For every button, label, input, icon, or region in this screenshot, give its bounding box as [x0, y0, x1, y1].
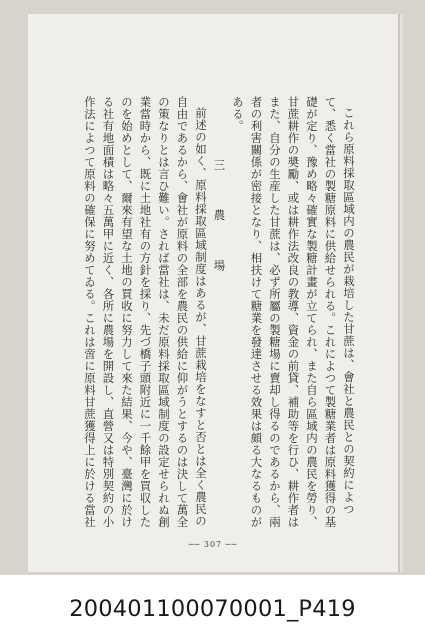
image-caption: 200401100070001_P419: [69, 596, 356, 622]
paragraph: これら原料採取區域内の農民が栽培した甘蔗は、會社と農民との契約によつて、悉く當社の製糖原料に供給せられる。これによつて製糖業者は原料獲得の基礎が定り、豫め略々確實な製糖計畫が立てられ、また自ら區域内の農民を勞り、甘蔗耕作の奬勵、或は耕作法改良の教導、資金の前貸、補助等を行ひ、耕作者はまた、自分の生産した甘蔗は、必ず所屬の製糖場に賣却し得るのであるから、兩者の利害關係が密接となり、相扶けて糖業を發達させる效果は頗る大なるものがある。: [231, 96, 356, 528]
section-heading: 三 農 場: [212, 158, 227, 285]
page-number: ── 307 ──: [188, 540, 238, 549]
book-page: [28, 14, 398, 572]
paragraph: 前述の如く、原料採取區域制度はあるが、甘蔗栽培をなすと否とは全く農民の自由であるから、會社が原料の全部を農民の供給に仰がうとするのは決して萬全の策なりとは言ひ難い。されば當社は、未だ原料採取區域制度の設定せられぬ創業當時から、既に土地社有の方針を採り、先づ橋子頭附近に一千餘甲を買収したのを始めとして、爾來有望な土地の買收に努力して來た結果、今や、臺灣に於ける社有地面積は略々五萬甲に近く、各所に農場を開設し、直營又は特別契約の小作法によつて原料の確保に努めてゐる。これは啻に原料甘蔗獲得上に於ける當社: [83, 96, 208, 528]
page-body-text: [68, 96, 358, 536]
